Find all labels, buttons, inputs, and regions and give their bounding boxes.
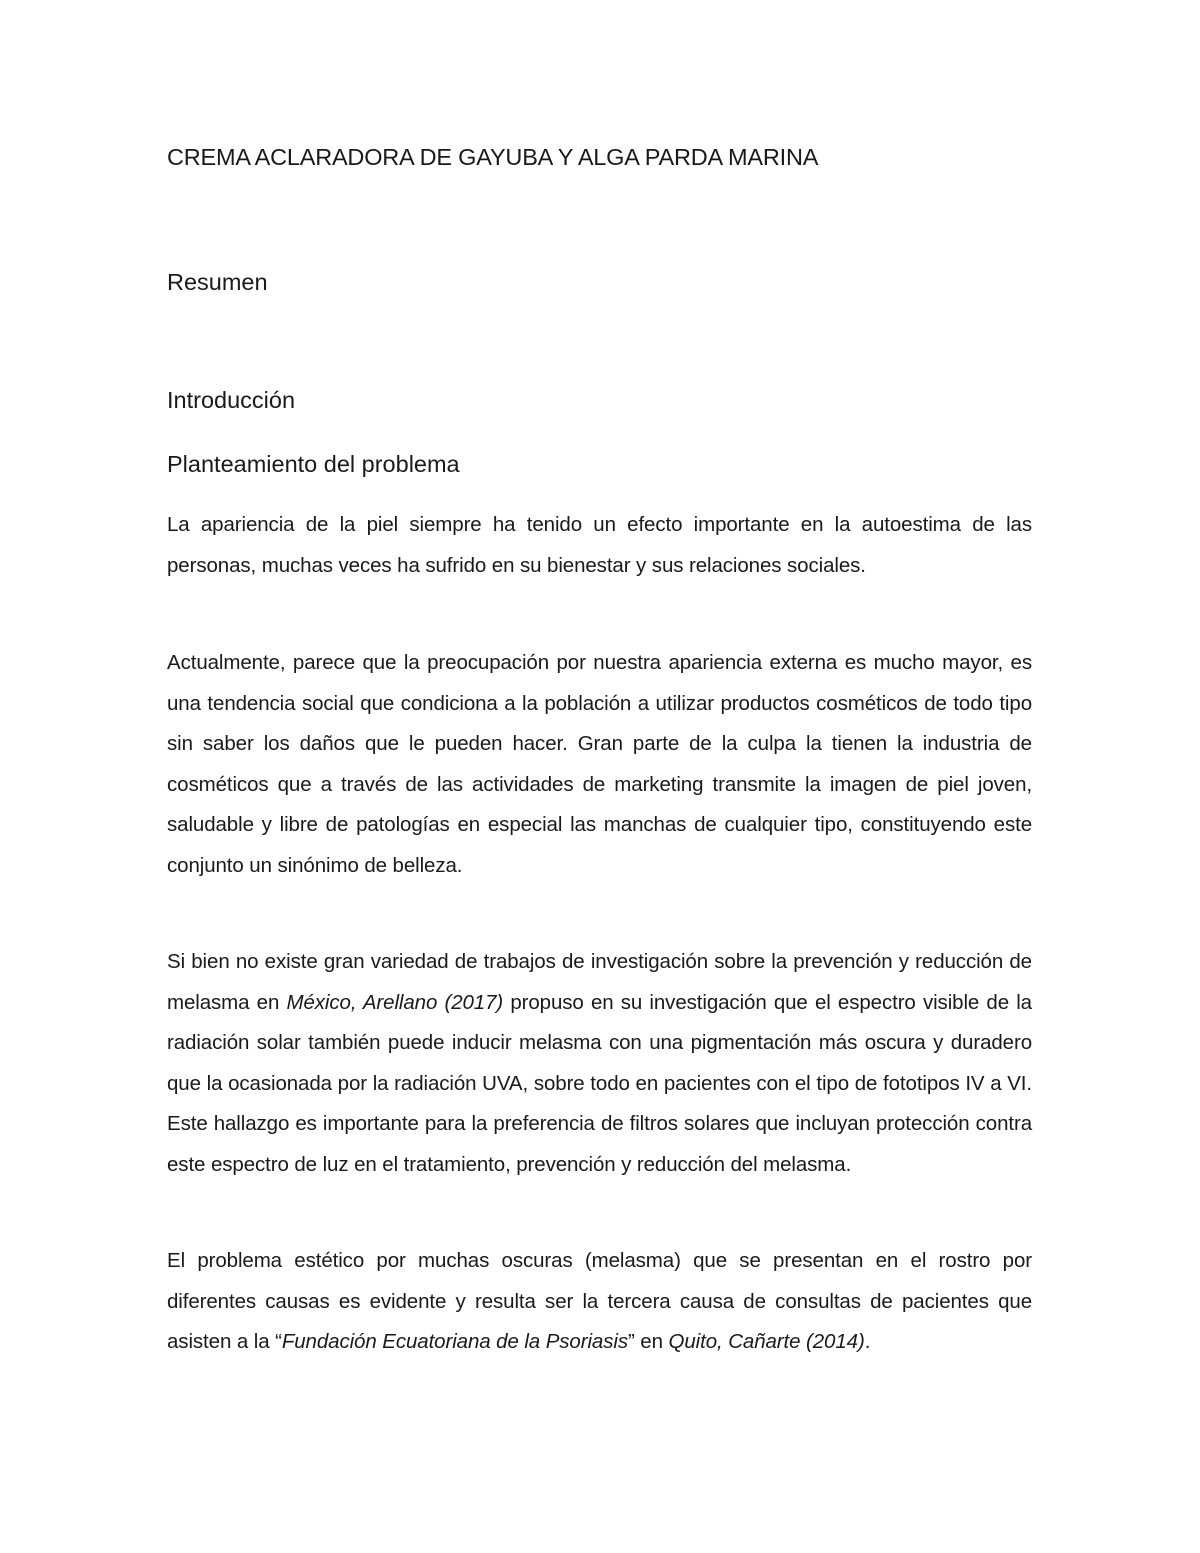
paragraph-3-text-before: Si bien no existe gran variedad de trabajos de investigación sobre la prevención y reducción de melasma en [167,950,1032,1014]
paragraph-4-text-before: El problema estético por muchas oscuras (melasma) que se presentan en el rostro por diferentes causas es evidente y resulta ser la tercera causa de consultas de pacientes que asisten a la “ [167,1249,1032,1354]
heading-planteamiento: Planteamiento del problema [167,451,460,477]
citation-fundacion-psoriasis: Fundación Ecuatoriana de la Psoriasis [281,1330,628,1354]
paragraph-2: Actualmente, parece que la preocupación por nuestra apariencia externa es mucho mayor, es una tendencia social que condiciona a la población a utilizar productos cosméticos de todo tipo sin saber los daños que le pueden hacer. Gran parte de la culpa la tienen la industria de cosméticos que a través de las actividades de marketing transmite la imagen de piel joven, saludable y libre de patologías en especial las manchas de cualquier tipo, constituyendo este conjunto un sinónimo de belleza. [167,651,1032,877]
document-title: CREMA ACLARADORA DE GAYUBA Y ALGA PARDA MARINA [167,144,819,170]
citation-quito-canarte: Quito, Cañarte (2014) [668,1330,865,1354]
citation-mexico-arellano: México, Arellano (2017) [286,990,504,1014]
paragraph-1: La apariencia de la piel siempre ha tenido un efecto importante en la autoestima de las personas, muchas veces ha sufrido en su bienestar y sus relaciones sociales. [167,513,1032,577]
heading-resumen: Resumen [167,269,268,295]
paragraph-4 [167,1241,1032,1363]
paragraph-4-text-after: . [864,1330,871,1354]
paragraph-3 [167,942,1032,1186]
heading-introduccion: Introducción [167,387,296,413]
paragraph-3-text-after: propuso en su investigación que el espectro visible de la radiación solar también puede inducir melasma con una pigmentación más oscura y duradero que la ocasionada por la radiación UVA, sobre todo en pacientes con el tipo de fototipos IV a VI. Este hallazgo es importante para la preferencia de filtros solares que incluyan protección contra este espectro de luz en el tratamiento, prevención y reducción del melasma. [167,990,1032,1176]
paragraph-4-text-middle: ” en [627,1330,669,1354]
